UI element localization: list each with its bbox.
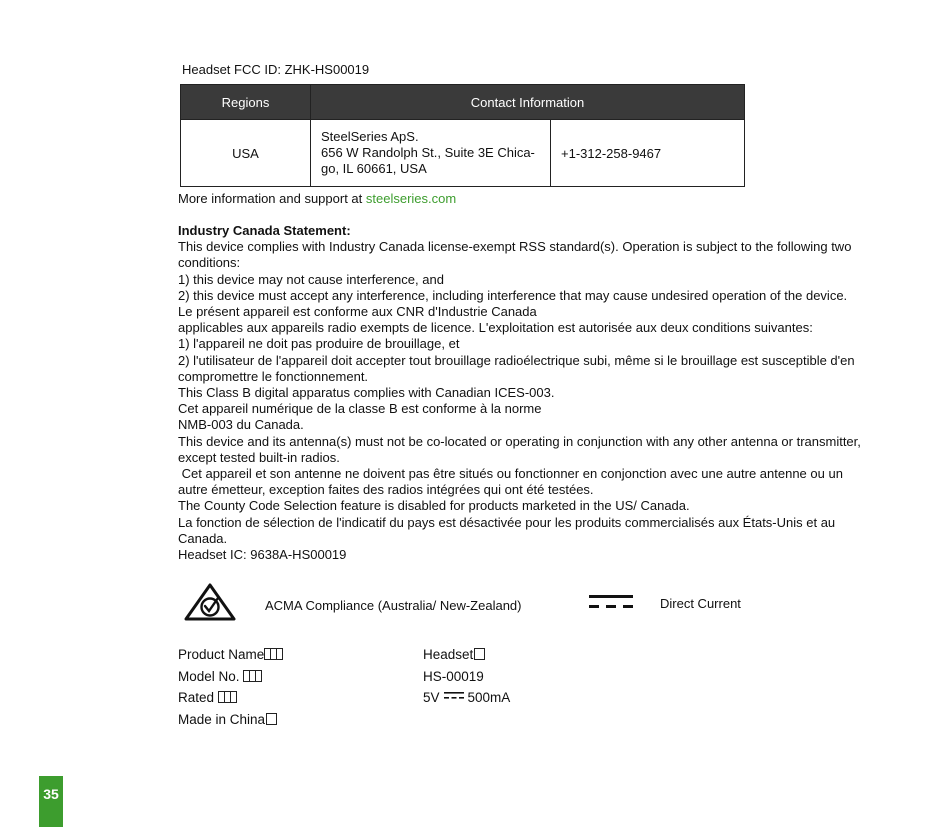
- statement-line: applicables aux appareils radio exempts de licence. L'exploitation est autorisée aux deux conditions suivantes:: [178, 320, 813, 336]
- missing-glyph-icon: [266, 713, 277, 725]
- model-label: Model No.: [178, 669, 262, 684]
- missing-glyph-icon: [219, 691, 237, 703]
- statement-line: This Class B digital apparatus complies with Canadian ICES-003.: [178, 385, 555, 401]
- rcm-compliance-icon: [184, 583, 236, 621]
- statement-line: Cet appareil numérique de la classe B est conforme à la norme: [178, 401, 542, 417]
- missing-glyph-icon: [265, 648, 283, 660]
- statement-line: Cet appareil et son antenne ne doivent pas être situés ou fonctionner en conjonction avec une autre antenne ou un autre émetteur, exception faites des radios intégrées qui ont été testées.: [178, 466, 847, 498]
- missing-glyph-icon: [244, 670, 262, 682]
- product-name-value: Headset: [423, 647, 485, 662]
- statement-line: Le présent appareil est conforme aux CNR d'Industrie Canada: [178, 304, 537, 320]
- direct-current-icon: [589, 594, 633, 610]
- statement-line: This device complies with Industry Canada license-exempt RSS standard(s). Operation is subject to the following two conditions:: [178, 239, 852, 271]
- acma-compliance-label: ACMA Compliance (Australia/ New-Zealand): [265, 598, 522, 613]
- statement-line: 1) this device may not cause interference, and: [178, 271, 444, 287]
- direct-current-icon: [444, 692, 464, 700]
- statement-line: The County Code Selection feature is disabled for products marketed in the US/ Canada.: [178, 498, 690, 514]
- statement-line: 2) this device must accept any interference, including interference that may cause undesired operation of the device.: [178, 287, 848, 303]
- more-info-text: More information and support at: [178, 191, 366, 206]
- made-in: Made in China: [178, 712, 277, 727]
- statement-line: 2) l'utilisateur de l'appareil doit accepter tout brouillage radioélectrique subi, même si le brouillage est susceptible d'en compromettre le fonctionnement.: [178, 352, 855, 384]
- steelseries-link[interactable]: steelseries.com: [365, 191, 457, 206]
- rated-value: 5V 500mA: [423, 690, 511, 705]
- statement-line: Headset IC: 9638A-HS00019: [178, 547, 347, 563]
- contact-table: [180, 84, 745, 187]
- more-info: [178, 191, 456, 206]
- rated-label: Rated: [178, 690, 237, 705]
- direct-current-label: Direct Current: [660, 596, 741, 611]
- statement-line: NMB-003 du Canada.: [178, 417, 304, 433]
- table-header-row: [181, 85, 745, 120]
- page-number: 35: [39, 776, 63, 827]
- model-value: HS-00019: [423, 669, 484, 684]
- fcc-id: Headset FCC ID: ZHK-HS00019: [182, 62, 370, 77]
- address-line: 656 W Randolph St., Suite 3E Chica-: [321, 145, 535, 160]
- region-cell: USA: [181, 120, 311, 187]
- address-cell: [311, 120, 551, 187]
- table-row: [181, 120, 745, 187]
- statement-line: This device and its antenna(s) must not be co-located or operating in conjunction with any other antenna or transmitter, except tested built-in radios.: [178, 433, 861, 465]
- phone-cell: +1-312-258-9467: [551, 120, 745, 187]
- header-regions: Regions: [181, 85, 311, 120]
- statement-heading: Industry Canada Statement:: [178, 223, 351, 238]
- address-line: SteelSeries ApS.: [321, 129, 419, 144]
- industry-canada-statement: [178, 223, 868, 563]
- header-contact-information: Contact Information: [311, 85, 745, 120]
- statement-line: La fonction de sélection de l'indicatif du pays est désactivée pour les produits commercialisés aux États-Unis et au Canada.: [178, 514, 836, 546]
- statement-line: 1) l'appareil ne doit pas produire de brouillage, et: [178, 336, 460, 352]
- product-name-label: Product Name: [178, 647, 283, 662]
- address-line: go, IL 60661, USA: [321, 161, 427, 176]
- missing-glyph-icon: [474, 648, 485, 660]
